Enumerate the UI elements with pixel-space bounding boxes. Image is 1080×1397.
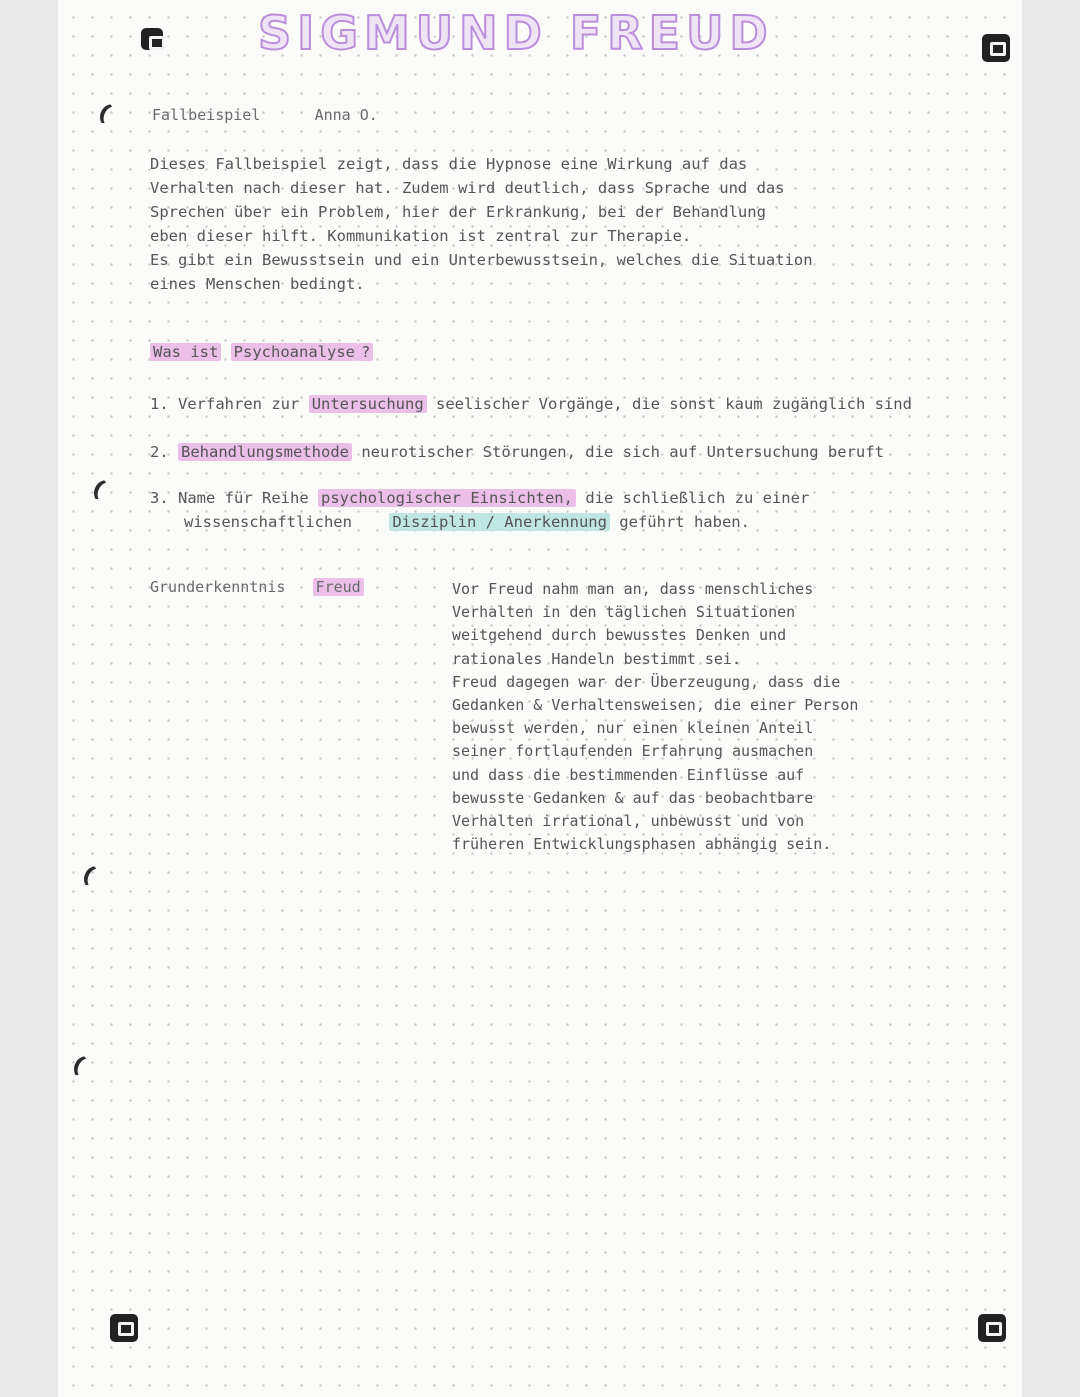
psychoanalyse-item-1 [150,392,912,416]
question-term: Psychoanalyse [231,343,358,361]
psychoanalyse-question [150,340,373,364]
grunderkenntnis-label: Grunderkenntnis [150,578,286,596]
text-line: bewusste Gedanken & auf das beobachtbare [452,788,814,807]
item-text: geführt haben. [619,513,750,531]
section-grunderkenntnis-heading [150,578,364,596]
item-term: Disziplin / Anerkennung [389,513,610,531]
item-number: 1. [150,395,169,413]
page-title: SIGMUND FREUD [258,6,774,60]
item-number: 2. [150,443,169,461]
item-text: neurotischer Störungen, die sich auf Untersuchung beruft [361,443,884,461]
psychoanalyse-item-2 [150,440,884,464]
item-term: Behandlungsmethode [178,443,352,461]
text-line: Freud dagegen war der Überzeugung, dass die [452,672,841,691]
text-line: Verhalten irrational, unbewusst und von [452,812,805,831]
text-line: seiner fortlaufenden Erfahrung ausmachen [452,742,814,761]
text-line: eines Menschen bedingt. [150,275,365,293]
item-term: psychologischer Einsichten, [318,489,576,507]
text-line: Verhalten in den täglichen Situationen [452,603,796,622]
corner-mark-icon [110,1314,138,1342]
binder-hole-icon [96,100,131,135]
psychoanalyse-item-3 [150,486,809,534]
item-term: Untersuchung [309,395,427,413]
text-line: Gedanken & Verhaltensweisen, die einer Person [452,696,859,715]
corner-mark-icon [141,28,163,50]
text-line: früheren Entwicklungsphasen abhängig sein. [452,835,832,854]
fallbeispiel-label: Fallbeispiel [152,106,261,124]
item-text: wissenschaftlichen [184,513,352,531]
corner-mark-icon [978,1314,1006,1342]
binder-hole-icon [70,1052,105,1087]
item-text: seelischer Vorgänge, die sonst kaum zugänglich sind [436,395,912,413]
text-line: bewusst werden, nur einen kleinen Anteil [452,719,814,738]
text-line: Verhalten nach dieser hat. Zudem wird deutlich, dass Sprache und das [150,179,785,197]
item-text: Name für Reihe [178,489,309,507]
text-line: Sprechen über ein Problem, hier der Erkrankung, bei der Behandlung [150,203,766,221]
grunderkenntnis-name: Freud [313,578,364,596]
text-line: und dass die bestimmenden Einflüsse auf [452,765,805,784]
text-line: Dieses Fallbeispiel zeigt, dass die Hypnose eine Wirkung auf das [150,155,748,173]
section-fallbeispiel-heading [152,106,378,124]
fallbeispiel-text [150,152,813,296]
item-text: Verfahren zur [178,395,300,413]
fallbeispiel-name: Anna O. [314,106,378,124]
text-line: Es gibt ein Bewusstsein und ein Unterbewusstsein, welches die Situation [150,251,813,269]
corner-mark-icon [982,34,1010,62]
notebook-page [58,0,1022,1397]
item-number: 3. [150,489,169,507]
item-text: die schließlich zu einer [585,489,810,507]
text-line: weitgehend durch bewusstes Denken und [452,626,787,645]
question-prefix: Was ist [150,343,221,361]
binder-hole-icon [90,476,125,511]
grunderkenntnis-text [452,578,858,856]
text-line: rationales Handeln bestimmt sei. [452,649,741,668]
text-line: eben dieser hilft. Kommunikation ist zentral zur Therapie. [150,227,692,245]
binder-hole-icon [80,862,115,897]
text-line: Vor Freud nahm man an, dass menschliches [452,580,814,598]
question-suffix: ? [358,343,373,361]
